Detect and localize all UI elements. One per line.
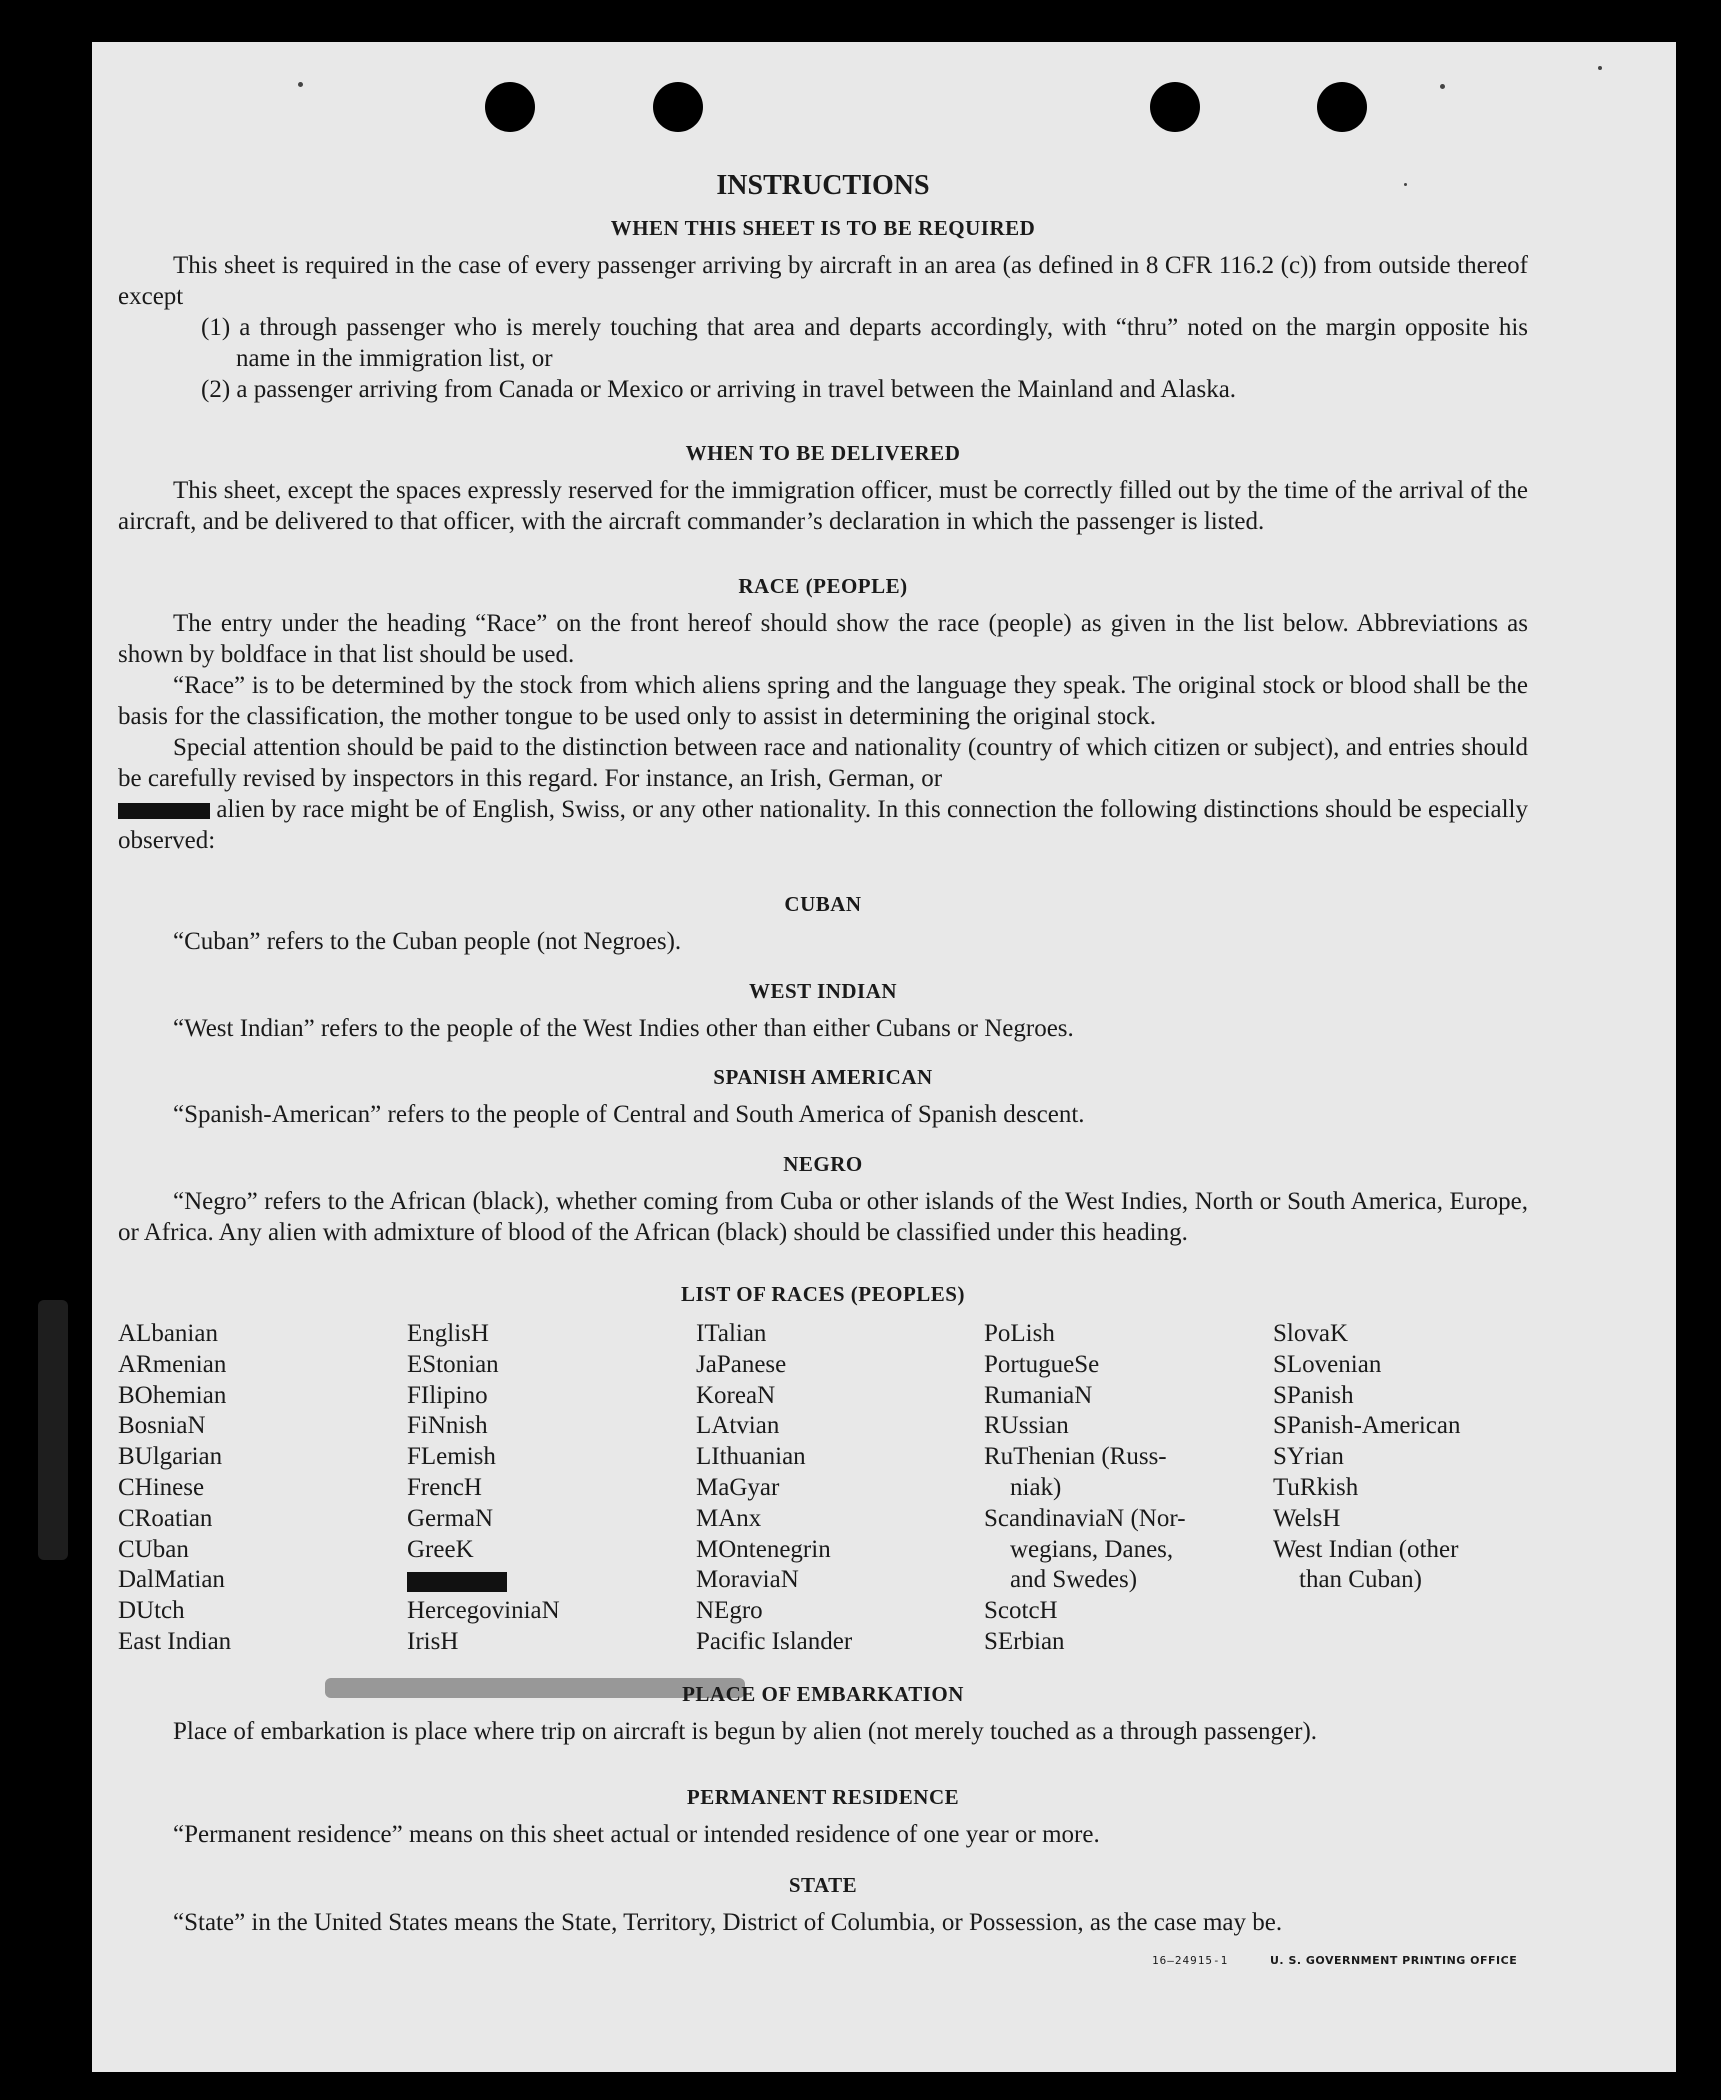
- race-entry: BUlgarian: [118, 1443, 223, 1471]
- race-column-3: [696, 1319, 976, 1658]
- race-entry: SErbian: [984, 1627, 1065, 1655]
- race-entry: FiNnish: [407, 1412, 488, 1440]
- form-number: 16—24915-1: [1152, 1954, 1229, 1967]
- race-entry: CHinese: [118, 1473, 205, 1501]
- paragraph-cuban: “Cuban” refers to the Cuban people (not Negroes).: [173, 928, 682, 955]
- race-entry: SYrian: [1273, 1443, 1344, 1471]
- race-entry: EnglisH: [407, 1320, 489, 1347]
- race-entry: SPanish: [1273, 1381, 1354, 1409]
- paragraph-spanish-american: “Spanish-American” refers to the people of Central and South America of Spanish descent.: [173, 1101, 1085, 1128]
- race-entry: ScandinaviaN (Nor-: [984, 1504, 1186, 1532]
- race-entry: MOntenegrin: [696, 1535, 831, 1563]
- race-entry: RuThenian (Russ-: [984, 1443, 1167, 1471]
- race-column-4: [984, 1319, 1264, 1658]
- race-entry: CUban: [118, 1535, 189, 1563]
- scan-speck: [298, 82, 303, 87]
- when-required-item-2: (2) a passenger arriving from Canada or Mexico or arriving in travel between the Mainland and Alaska.: [201, 376, 1237, 403]
- race-entry: BOhemian: [118, 1381, 227, 1409]
- race-entry: CRoatian: [118, 1504, 213, 1532]
- scan-speck: [1598, 66, 1602, 70]
- race-entry: GermaN: [407, 1504, 494, 1532]
- race-entry: East Indian: [118, 1627, 232, 1655]
- race-entry: FLemish: [407, 1443, 496, 1471]
- printer-imprint: U. S. GOVERNMENT PRINTING OFFICE: [1270, 1954, 1518, 1967]
- race-entry: KoreaN: [696, 1381, 776, 1409]
- race-entry-continuation: niak): [1010, 1473, 1062, 1501]
- scan-speck: [1440, 84, 1445, 89]
- when-required-item-1: (1) a through passenger who is merely touching that area and departs accordingly, with “thru” noted on the margin opposite his name in the immigration list, or: [201, 314, 1528, 372]
- race-paragraph-1: The entry under the heading “Race” on the front hereof should show the race (people) as given in the list below. Abbreviations as shown by boldface in that list should be used.: [118, 610, 1528, 668]
- heading-permanent-residence: PERMANENT RESIDENCE: [686, 1785, 960, 1809]
- race-entry: LIthuanian: [696, 1443, 806, 1471]
- when-required-intro: This sheet is required in the case of every passenger arriving by aircraft in an area (as defined in 8 CFR 116.2 (c)) from outside thereof except: [118, 252, 1528, 310]
- punch-hole-3: [1150, 82, 1200, 132]
- race-column-5: [1273, 1319, 1553, 1596]
- race-entry: FrencH: [407, 1473, 482, 1501]
- race-entry: SLovenian: [1273, 1350, 1382, 1378]
- paragraph-when-delivered: This sheet, except the spaces expressly reserved for the immigration officer, must be correctly filled out by the time of the arrival of the aircraft, and be delivered to that officer, with the aircraft commander’s declaration in which the passenger is listed.: [118, 477, 1528, 535]
- race-entry: West Indian (other: [1273, 1535, 1459, 1563]
- race-paragraph-3b-line: [118, 794, 1528, 856]
- race-entry: ARmenian: [118, 1350, 227, 1378]
- heading-race: RACE (PEOPLE): [738, 574, 908, 598]
- race-entry: SPanish-American: [1273, 1412, 1461, 1440]
- redaction-mark: [407, 1572, 507, 1592]
- race-entry: PortugueSe: [984, 1350, 1100, 1378]
- race-paragraph-3a: Special attention should be paid to the distinction between race and nationality (country of which citizen or subject), and entries should be carefully revised by inspectors in this regard. For instance, an Irish, German, or: [118, 734, 1528, 792]
- race-entry: EStonian: [407, 1350, 499, 1378]
- redaction-mark: [118, 803, 210, 819]
- paragraph-permanent-residence: “Permanent residence” means on this sheet actual or intended residence of one year or more.: [173, 1821, 1100, 1848]
- heading-cuban: CUBAN: [784, 892, 862, 916]
- race-entry: ALbanian: [118, 1320, 218, 1347]
- edge-smudge: [38, 1300, 68, 1560]
- race-entry-redacted: [407, 1565, 687, 1596]
- heading-list-of-races: LIST OF RACES (PEOPLES): [681, 1282, 965, 1306]
- race-entry: NEgro: [696, 1597, 763, 1625]
- paragraph-negro: “Negro” refers to the African (black), whether coming from Cuba or other islands of the West Indies, North or South America, Europe, or Africa. Any alien with admixture of blood of the African (black) should be classified under this heading.: [118, 1188, 1528, 1246]
- race-column-1: [118, 1319, 398, 1658]
- race-entry: BosniaN: [118, 1412, 206, 1440]
- race-entry: TuRkish: [1273, 1473, 1359, 1501]
- race-entry: IrisH: [407, 1627, 459, 1655]
- paragraph-state: “State” in the United States means the State, Territory, District of Columbia, or Possession, as the case may be.: [173, 1909, 1283, 1936]
- race-entry: LAtvian: [696, 1412, 780, 1440]
- punch-hole-4: [1317, 82, 1367, 132]
- race-entry: JaPanese: [696, 1350, 787, 1378]
- race-paragraph-3b: alien by race might be of English, Swiss, or any other nationality. In this connection the following distinctions should be especially observed:: [118, 796, 1529, 854]
- paragraph-place-of-embarkation: Place of embarkation is place where trip on aircraft is begun by alien (not merely touched as a through passenger).: [173, 1718, 1318, 1745]
- heading-spanish-american: SPANISH AMERICAN: [713, 1065, 933, 1089]
- race-entry: PoLish: [984, 1320, 1055, 1347]
- race-entry: ScotcH: [984, 1597, 1058, 1625]
- paragraph-race: [118, 608, 1528, 856]
- race-entry: Pacific Islander: [696, 1627, 853, 1655]
- race-entry: FIlipino: [407, 1381, 488, 1409]
- paragraph-when-required: [118, 250, 1528, 405]
- page-title: INSTRUCTIONS: [716, 170, 930, 201]
- race-entry: MaGyar: [696, 1473, 780, 1501]
- race-entry: WelsH: [1273, 1504, 1341, 1532]
- punch-hole-2: [653, 82, 703, 132]
- race-entry: MAnx: [696, 1504, 762, 1532]
- race-entry: RUssian: [984, 1412, 1069, 1440]
- heading-negro: NEGRO: [783, 1152, 863, 1176]
- race-entry: MoraviaN: [696, 1566, 799, 1594]
- punch-hole-1: [485, 82, 535, 132]
- race-entry: GreeK: [407, 1535, 474, 1563]
- race-entry: ITalian: [696, 1320, 767, 1347]
- heading-place-of-embarkation: PLACE OF EMBARKATION: [682, 1682, 964, 1706]
- race-entry-continuation: wegians, Danes,: [1010, 1535, 1174, 1563]
- heading-when-required: WHEN THIS SHEET IS TO BE REQUIRED: [610, 216, 1036, 240]
- heading-state: STATE: [788, 1873, 858, 1897]
- race-column-2: [407, 1319, 687, 1658]
- race-entry: DUtch: [118, 1597, 185, 1625]
- paragraph-west-indian: “West Indian” refers to the people of the West Indies other than either Cubans or Negroes.: [173, 1015, 1074, 1042]
- race-paragraph-2: “Race” is to be determined by the stock from which aliens spring and the language they speak. The original stock or blood shall be the basis for the classification, the mother tongue to be used only to assist in determining the original stock.: [118, 672, 1528, 730]
- heading-west-indian: WEST INDIAN: [748, 979, 898, 1003]
- heading-when-delivered: WHEN TO BE DELIVERED: [685, 441, 961, 465]
- race-entry-continuation: than Cuban): [1299, 1566, 1422, 1594]
- race-entry: RumaniaN: [984, 1381, 1093, 1409]
- race-entry-continuation: and Swedes): [1010, 1566, 1138, 1594]
- race-entry: DalMatian: [118, 1566, 225, 1594]
- race-entry: SlovaK: [1273, 1320, 1348, 1347]
- race-entry: HercegoviniaN: [407, 1597, 560, 1625]
